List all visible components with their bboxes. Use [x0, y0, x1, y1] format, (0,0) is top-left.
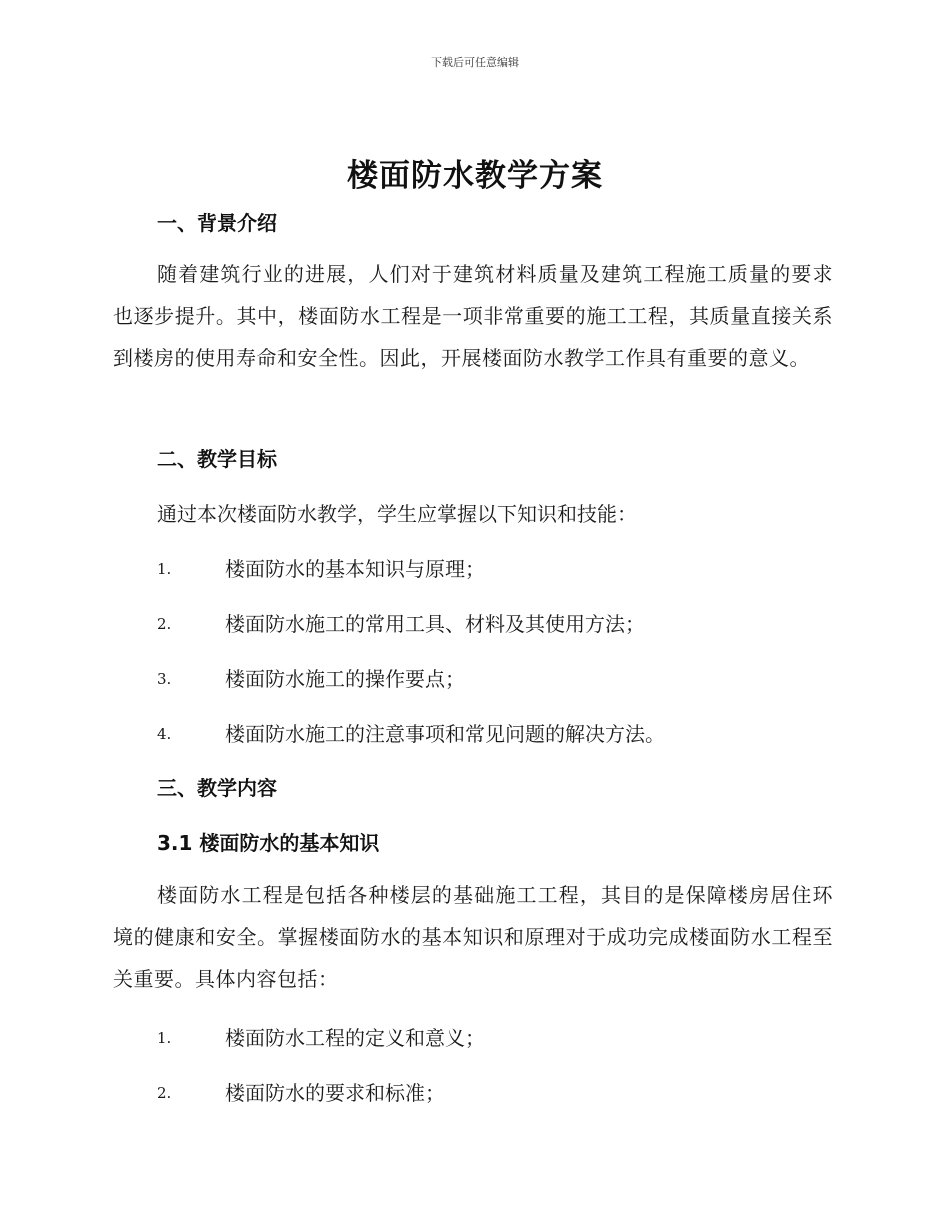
- list-item: [157, 608, 645, 637]
- list-item: [157, 1022, 485, 1051]
- header-note: 下载后可任意编辑: [431, 56, 519, 69]
- goals-intro: 通过本次楼面防水教学，学生应掌握以下知识和技能：: [157, 502, 637, 526]
- list-item: [157, 663, 465, 692]
- section-heading-goals: 二、教学目标: [157, 447, 277, 471]
- list-number: 4.: [157, 725, 172, 743]
- list-item: [157, 1077, 445, 1106]
- paragraph-basic-knowledge: 楼面防水工程是包括各种楼层的基础施工工程，其目的是保障楼房居住环境的健康和安全。掌握楼面防水的基本知识和原理对于成功完成楼面防水工程至关重要。具体内容包括：: [113, 883, 833, 991]
- list-text: 楼面防水施工的常用工具、材料及其使用方法；: [225, 612, 645, 636]
- list-text: 楼面防水的要求和标准；: [225, 1081, 445, 1105]
- list-item: [157, 553, 485, 582]
- list-number: 2.: [157, 615, 172, 633]
- page-title: 楼面防水教学方案: [347, 158, 603, 194]
- section-heading-content: 三、教学内容: [157, 776, 277, 800]
- list-item: [157, 718, 665, 747]
- list-text: 楼面防水工程的定义和意义；: [225, 1026, 485, 1050]
- list-text: 楼面防水施工的注意事项和常见问题的解决方法。: [225, 722, 665, 746]
- list-number: 1.: [157, 1029, 172, 1047]
- list-text: 楼面防水的基本知识与原理；: [225, 557, 485, 581]
- section-heading-background: 一、背景介绍: [157, 211, 277, 235]
- list-number: 3.: [157, 670, 172, 688]
- list-number: 1.: [157, 560, 172, 578]
- paragraph-background: 随着建筑行业的进展，人们对于建筑材料质量及建筑工程施工质量的要求也逐步提升。其中，楼面防水工程是一项非常重要的施工工程，其质量直接关系到楼房的使用寿命和安全性。因此，开展楼面防水教学工作具有重要的意义。: [113, 262, 833, 370]
- list-number: 2.: [157, 1084, 172, 1102]
- list-text: 楼面防水施工的操作要点；: [225, 667, 465, 691]
- subsection-heading: 3.1 楼面防水的基本知识: [157, 831, 380, 855]
